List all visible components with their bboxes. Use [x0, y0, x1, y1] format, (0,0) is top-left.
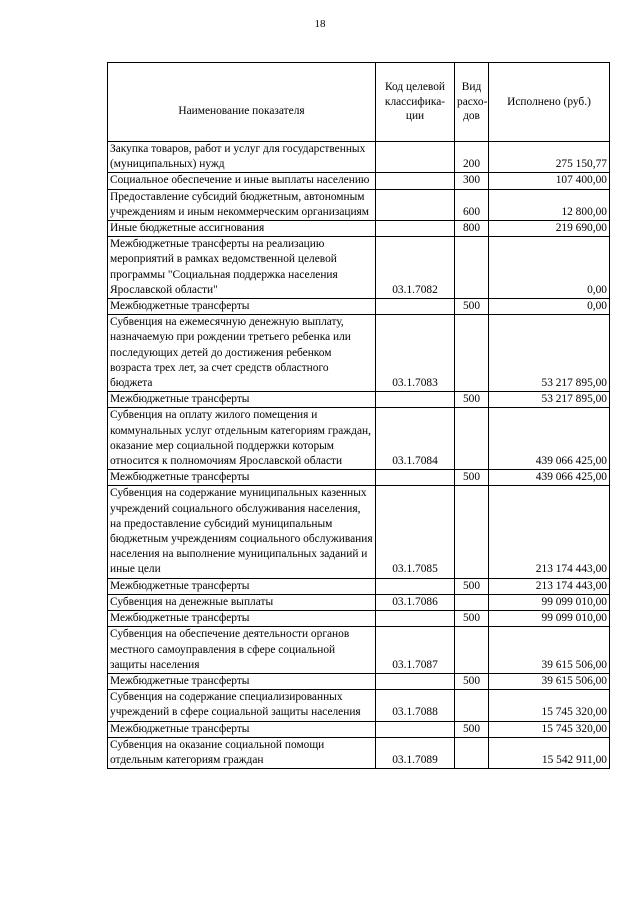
row-amount: 15 745 320,00: [489, 721, 610, 737]
row-name: Субвенция на содержание специализированных учреждений в сфере социальной защиты населения: [108, 690, 376, 721]
row-amount: 99 099 010,00: [489, 594, 610, 610]
row-name: Субвенция на ежемесячную денежную выплату, назначаемую при рождении третьего ребенка или последующих детей до достижения ребенком возраста трех лет, за счет средств областного бюджета: [108, 315, 376, 392]
table-row: [108, 690, 610, 721]
table-row: [108, 142, 610, 173]
row-code: 03.1.7089: [376, 737, 455, 768]
row-name: Межбюджетные трансферты: [108, 721, 376, 737]
table-row: [108, 611, 610, 627]
row-kind: 200: [455, 142, 489, 173]
row-name: Межбюджетные трансферты: [108, 611, 376, 627]
header-code: Код целевой классифика- ции: [376, 63, 455, 142]
row-kind: [455, 237, 489, 299]
row-amount: 439 066 425,00: [489, 470, 610, 486]
row-code: [376, 673, 455, 689]
row-amount: 15 542 911,00: [489, 737, 610, 768]
table-row: [108, 173, 610, 189]
row-amount: 275 150,77: [489, 142, 610, 173]
row-amount: 99 099 010,00: [489, 611, 610, 627]
row-kind: 500: [455, 721, 489, 737]
row-amount: 0,00: [489, 299, 610, 315]
row-kind: 500: [455, 578, 489, 594]
row-code: [376, 299, 455, 315]
row-code: 03.1.7086: [376, 594, 455, 610]
table-row: [108, 221, 610, 237]
row-name: Субвенция на обеспечение деятельности органов местного самоуправления в сфере социальной защиты населения: [108, 627, 376, 674]
row-kind: 500: [455, 470, 489, 486]
row-code: [376, 189, 455, 220]
table-row: [108, 470, 610, 486]
row-amount: 213 174 443,00: [489, 486, 610, 578]
budget-table: [107, 62, 610, 769]
table-row: [108, 627, 610, 674]
row-code: [376, 611, 455, 627]
row-kind: [455, 690, 489, 721]
row-code: 03.1.7087: [376, 627, 455, 674]
row-amount: 39 615 506,00: [489, 673, 610, 689]
row-kind: [455, 408, 489, 470]
row-code: [376, 221, 455, 237]
table-row: [108, 392, 610, 408]
table-row: [108, 721, 610, 737]
page-number: 18: [314, 18, 326, 30]
table-row: [108, 486, 610, 578]
table-row: [108, 299, 610, 315]
row-amount: 15 745 320,00: [489, 690, 610, 721]
row-kind: [455, 594, 489, 610]
row-code: 03.1.7085: [376, 486, 455, 578]
row-name: Межбюджетные трансферты: [108, 299, 376, 315]
table-row: [108, 189, 610, 220]
row-code: 03.1.7084: [376, 408, 455, 470]
row-code: 03.1.7082: [376, 237, 455, 299]
row-kind: 600: [455, 189, 489, 220]
row-code: [376, 470, 455, 486]
row-name: Иные бюджетные ассигнования: [108, 221, 376, 237]
row-amount: 107 400,00: [489, 173, 610, 189]
table-row: [108, 408, 610, 470]
row-kind: 500: [455, 392, 489, 408]
row-name: Закупка товаров, работ и услуг для государственных (муниципальных) нужд: [108, 142, 376, 173]
row-name: Предоставление субсидий бюджетным, автономным учреждениям и иным некоммерческим организациям: [108, 189, 376, 220]
row-kind: [455, 315, 489, 392]
row-code: [376, 173, 455, 189]
row-name: Субвенция на денежные выплаты: [108, 594, 376, 610]
row-code: [376, 721, 455, 737]
row-amount: 219 690,00: [489, 221, 610, 237]
row-name: Межбюджетные трансферты: [108, 673, 376, 689]
row-kind: 500: [455, 673, 489, 689]
row-amount: 439 066 425,00: [489, 408, 610, 470]
table-row: [108, 578, 610, 594]
row-amount: 12 800,00: [489, 189, 610, 220]
table-header-row: [108, 63, 610, 142]
row-kind: [455, 627, 489, 674]
row-code: [376, 392, 455, 408]
row-code: [376, 142, 455, 173]
row-kind: 300: [455, 173, 489, 189]
row-kind: 800: [455, 221, 489, 237]
table-row: [108, 737, 610, 768]
row-name: Межбюджетные трансферты: [108, 470, 376, 486]
row-amount: 0,00: [489, 237, 610, 299]
row-name: Субвенция на оказание социальной помощи отдельным категориям граждан: [108, 737, 376, 768]
row-amount: 213 174 443,00: [489, 578, 610, 594]
row-code: 03.1.7088: [376, 690, 455, 721]
header-name: Наименование показателя: [108, 63, 376, 142]
row-kind: [455, 486, 489, 578]
row-name: Социальное обеспечение и иные выплаты населению: [108, 173, 376, 189]
row-name: Межбюджетные трансферты: [108, 392, 376, 408]
row-name: Межбюджетные трансферты на реализацию мероприятий в рамках ведомственной целевой программы "Социальная поддержка населения Ярославской области": [108, 237, 376, 299]
row-amount: 53 217 895,00: [489, 392, 610, 408]
row-name: Субвенция на содержание муниципальных казенных учреждений социального обслуживания населения, на предоставление субсидий муниципальным бюджетным учреждениям социального обслуживания населения на выполнение муниципальных заданий и иные цели: [108, 486, 376, 578]
table-row: [108, 237, 610, 299]
row-code: [376, 578, 455, 594]
header-amount: Исполнено (руб.): [489, 63, 610, 142]
row-kind: 500: [455, 299, 489, 315]
row-amount: 39 615 506,00: [489, 627, 610, 674]
row-code: 03.1.7083: [376, 315, 455, 392]
table-row: [108, 594, 610, 610]
row-name: Субвенция на оплату жилого помещения и коммунальных услуг отдельным категориям граждан, оказание мер социальной поддержки которым относится к полномочиям Ярославской области: [108, 408, 376, 470]
row-kind: [455, 737, 489, 768]
row-name: Межбюджетные трансферты: [108, 578, 376, 594]
table-row: [108, 315, 610, 392]
row-amount: 53 217 895,00: [489, 315, 610, 392]
header-kind: Вид расхо- дов: [455, 63, 489, 142]
table-body: [108, 142, 610, 769]
table-row: [108, 673, 610, 689]
row-kind: 500: [455, 611, 489, 627]
